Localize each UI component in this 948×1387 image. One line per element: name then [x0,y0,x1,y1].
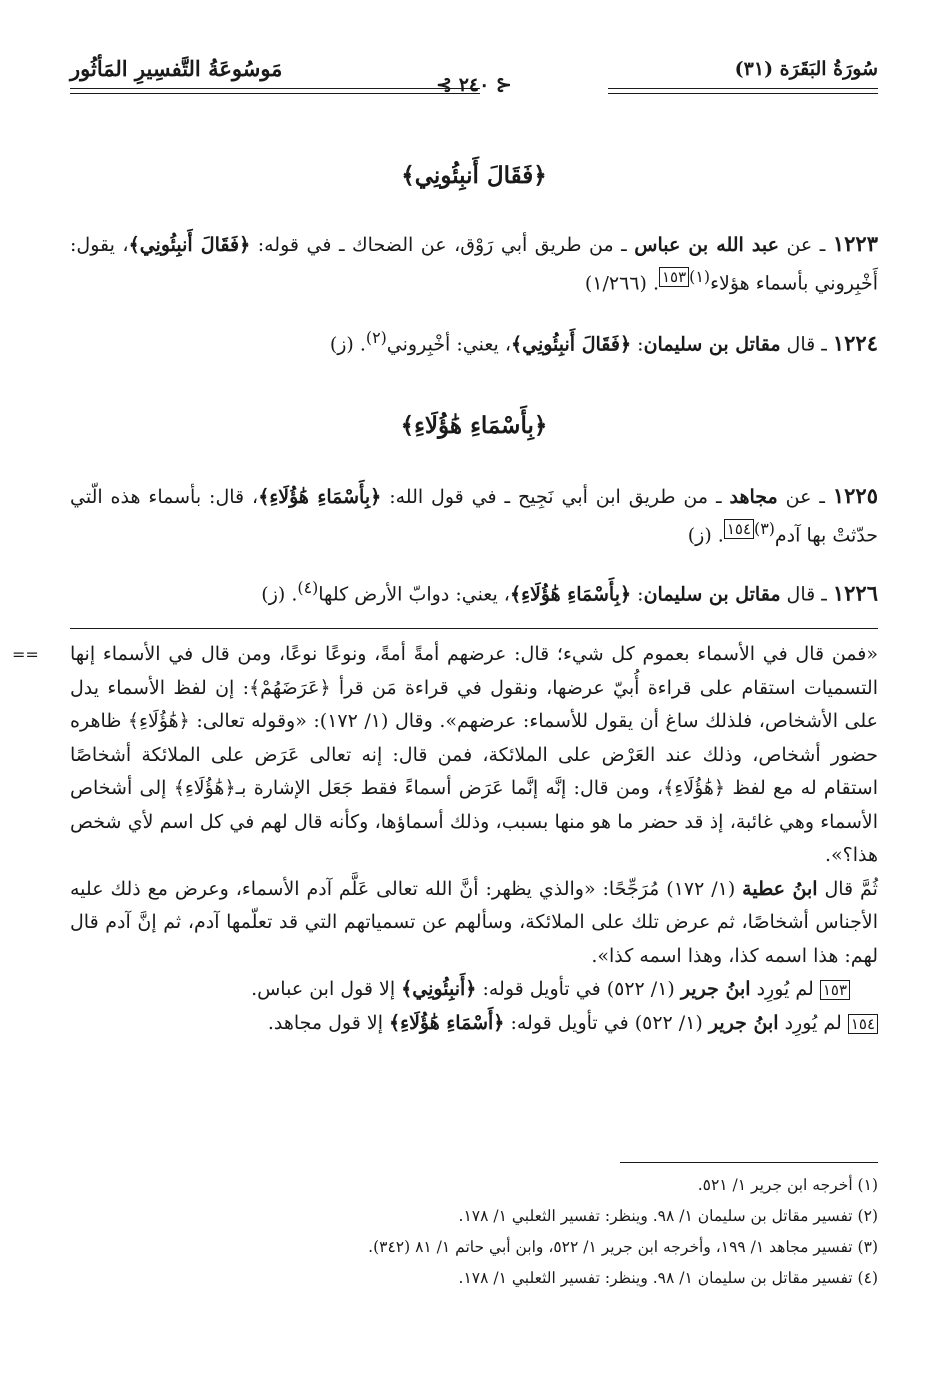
footnote-2: (٢) تفسير مقاتل بن سليمان ١/ ٩٨. وينظر: تفسير الثعلبي ١/ ١٧٨. [458,1207,878,1225]
p2-lead: ثُمَّ قال [817,877,878,900]
footnote-3: (٣) تفسير مجاهد ١/ ١٩٩، وأخرجه ابن جرير ١/ ٥٢٢، وابن أبي حاتم ١/ ٨١ (٣٤٢). [368,1238,878,1256]
cross-ref-box[interactable]: ١٥٤ [848,1014,878,1034]
entry-text: ـ من طريق أبي رَوْق، عن الضحاك ـ في قوله: [250,234,635,256]
continuation-mark: == [12,645,39,664]
entry-tail: . (ز) [329,333,366,356]
entry-lead: ـ قال [780,333,833,356]
verse-heading-1: ﴿فَقَالَ أَنبِئُونِي﴾ [401,162,547,189]
entry-1224 [70,322,878,360]
footnote-4: (٤) تفسير مقاتل بن سليمان ١/ ٩٨. وينظر: تفسير الثعلبي ١/ ١٧٨. [458,1269,878,1287]
entry-tail: . (ز) [261,583,298,606]
cross-ref-box[interactable]: ١٥٣ [820,980,850,1000]
narrator: مقاتل بن سليمان [643,583,781,606]
footnotes-rule [620,1162,878,1163]
entry-1226 [70,572,878,610]
footnote-marker[interactable]: (٤) [297,578,319,597]
quran-quote: ﴿فَقَالَ أَنبِئُونِي﴾ [128,234,251,256]
verse-heading-2: ﴿بِأَسْمَاءِ هَٰؤُلَاءِ﴾ [400,412,548,439]
entry-lead: ـ عن [778,234,833,256]
book-title: مَوسُوعَةُ التَّفسِيرِ المَأثُور [70,56,283,81]
page-header [70,52,878,104]
entry-text: ـ من طريق ابن أبي نَجِيح ـ في قول الله: [381,486,730,508]
entry-number: ١٢٢٣ [832,231,878,256]
entry-text: : [631,583,644,606]
ref-text: لم يُورِد [778,1011,848,1034]
ref-scholar: ابنُ جرير [708,1011,779,1034]
quran-quote: ﴿بِأَسْمَاءِ هَٰؤُلَاءِ﴾ [258,486,382,508]
entry-tail: . (ز) [687,524,724,547]
entry-text: : [631,333,644,356]
entry-number: ١٢٢٤ [832,330,878,356]
entry-number: ١٢٢٦ [832,580,878,606]
entry-lead: ـ عن [777,486,833,508]
footnote-1: (١) أخرجه ابن جرير ١/ ٥٢١. [697,1176,878,1194]
entry-tail: . (١/٢٦٦) [584,272,659,295]
quran-quote: ﴿أَسْمَاءِ هَٰؤُلَاءِ﴾ [389,1011,505,1034]
narrator: مقاتل بن سليمان [643,333,781,356]
cross-ref-box[interactable]: ١٥٤ [724,519,754,539]
entry-text-2: ، يعني: أخْبِروني [386,333,511,356]
commentary-paragraph-1: «فمن قال في الأسماء بعموم كل شيء؛ قال: عرضهم أمةً أمةً، ونوعًا نوعًا، ومن قال في الأسماء إنها التسميات استقام على قراءة أُبيّ عرضها، ونقول في قراءة مَن قرأ ﴿عَرَضَهُمْ﴾: إن لفظ الأسماء يدل على الأشخاص، فلذلك ساغ أن يقول للأسماء: عرضهم». وقال (١/ ١٧٢): «وقوله تعالى: ﴿هَٰؤُلَاءِ﴾ ظاهره حضور أشخاص، وذلك عند العَرْض على الملائكة، فمن قال: إنه تعالى عَرَض على الملائكة أشخاصًا استقام له مع لفظ ﴿هَٰؤُلَاءِ﴾، ومن قال: إنَّه إنَّما عَرَض أسماءً فقط جَعَل الإشارة بـ﴿هَٰؤُلَاءِ﴾ إلى أشخاص الأسماء وهي غائبة، إذ قد حضر ما هو منها بسبب، وذلك أسماؤها، وكأنه قال لهم في كل اسم لأي شخص هذا؟». [70,643,878,866]
ref-tail: إلا قول ابن عباس. [251,978,402,1000]
entry-text-2: ، يعني: دوابّ الأرض كلها [318,583,510,606]
quran-quote: ﴿أَنبِئُونِي﴾ [401,978,477,1000]
cross-ref-box[interactable]: ١٥٣ [659,267,689,287]
footnote-marker[interactable]: (١) [689,267,711,286]
commentary-block [12,638,878,1040]
entry-lead: ـ قال [780,583,833,606]
ref-text-2: (١/ ٥٢٢) في تأويل قوله: [504,1011,709,1034]
quran-quote: ﴿فَقَالَ أَنبِئُونِي﴾ [510,333,632,356]
cross-ref-note-154 [70,1007,878,1041]
entry-1223 [70,228,878,299]
narrator: مجاهد [729,486,778,508]
footnote-marker[interactable]: (٢) [365,328,387,347]
entry-text-2: ، يقول: أَخْبِروني بأسماء هؤلاء [70,234,878,295]
page-number-value: ٢٤٠ [458,74,490,96]
p2-scholar: ابنُ عطية [742,877,818,900]
ref-scholar: ابنُ جرير [680,978,751,1000]
ref-text: لم يُورِد [750,978,820,1000]
cross-ref-note-153 [70,973,878,1007]
commentary-paragraph-2 [70,873,878,974]
quran-quote: ﴿بِأَسْمَاءِ هَٰؤُلَاءِ﴾ [509,583,632,606]
ref-tail: إلا قول مجاهد. [267,1011,390,1034]
page-number: ⊰ ٢٤٠ ⊱ [436,74,512,96]
entry-text-2: ، قال: بأسماء هذه الّتي حدّثتْ بها آدم [70,486,878,547]
footnotes [70,1170,878,1294]
entry-number: ١٢٢٥ [832,483,878,508]
entry-1225 [70,480,878,551]
commentary-separator [70,628,878,629]
ref-text-2: (١/ ٥٢٢) في تأويل قوله: [476,978,681,1000]
p2-text: (١/ ١٧٢) مُرَجِّحًا: «والذي يظهر: أنَّ الله تعالى عَلَّم آدم الأسماء، وعرض مع ذلك عليه الأجناس أشخاصًا، ثم عرض تلك على الملائكة، وسألهم عن تسمياتهم التي قد تعلّمها آدم، ثم إنَّ آدم قال لهم: هذا اسمه كذا، وهذا اسمه كذا». [70,877,878,967]
surah-title: سُورَةُ البَقَرَة (٣١) [734,58,878,80]
footnote-marker[interactable]: (٣) [754,519,775,538]
narrator: عبد الله بن عباس [634,234,779,256]
